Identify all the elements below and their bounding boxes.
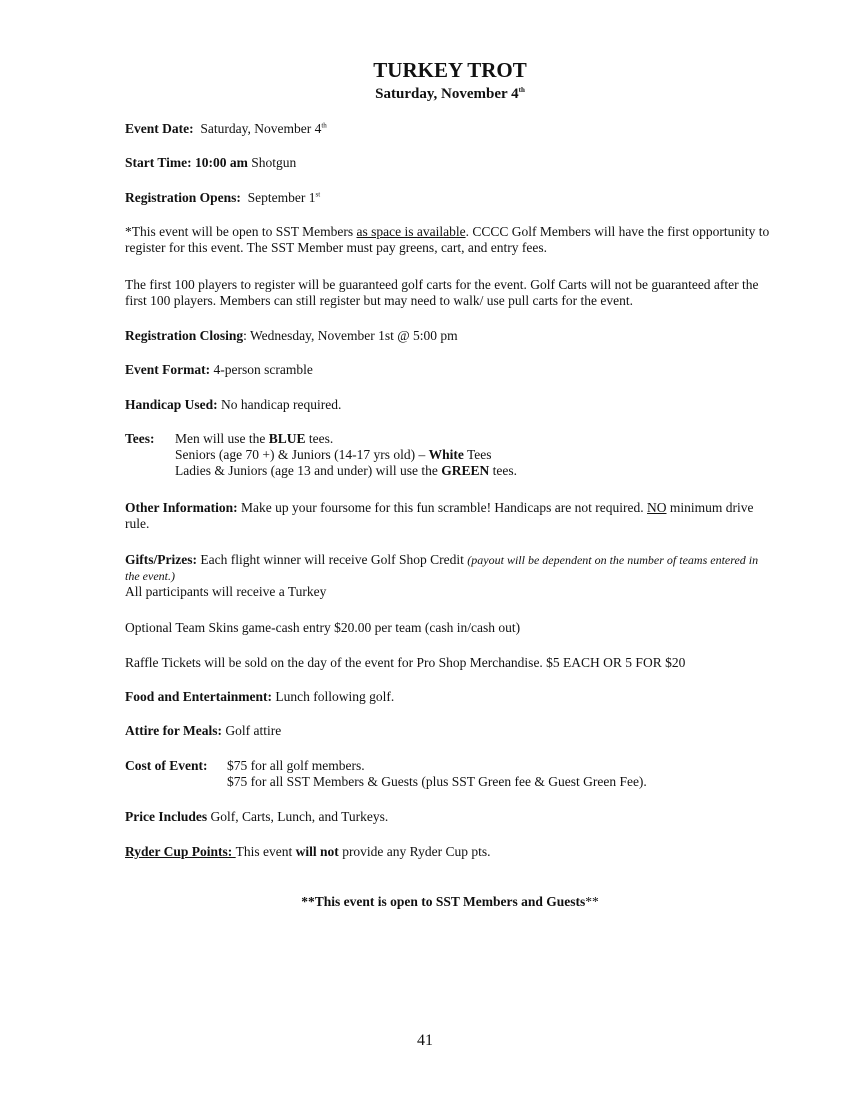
page-subtitle: Saturday, November 4th — [375, 86, 525, 102]
page-title: TURKEY TROT — [373, 58, 527, 82]
tees-line-men: Tees: Men will use the BLUE tees. — [125, 431, 334, 446]
carts-note: The first 100 players to register will be guaranteed golf carts for the event. Golf Carts will not be guaranteed after the first 100 players. Members can still register but may need to walk/ use pull carts for the event. — [125, 277, 759, 308]
start-time: Start Time: 10:00 am Shotgun — [125, 155, 297, 170]
tees — [125, 431, 775, 479]
raffle-tickets: Raffle Tickets will be sold on the day of the event for Pro Shop Merchandise. $5 EACH OR 5 FOR $20 — [125, 655, 686, 670]
other-information: Other Information: Make up your foursome for this fun scramble! Handicaps are not required. NO minimum drive rule. — [125, 500, 754, 531]
attire-for-meals: Attire for Meals: Golf attire — [125, 723, 282, 738]
ryder-cup-points: Ryder Cup Points: This event will not provide any Ryder Cup pts. — [125, 844, 491, 859]
gifts-prizes: Gifts/Prizes: Each flight winner will receive Golf Shop Credit (payout will be dependent on the number of teams entered in the event.) All participants will receive a Turkey — [125, 552, 775, 600]
registration-closing: Registration Closing: Wednesday, November 1st @ 5:00 pm — [125, 328, 458, 343]
cost-of-event: Cost of Event: $75 for all golf members. $75 for all SST Members & Guests (plus SST Green fee & Guest Green Fee). — [125, 758, 775, 790]
page-number: 41 — [417, 1032, 433, 1049]
gifts-turkey-line: All participants will receive a Turkey — [125, 584, 327, 599]
price-includes: Price Includes Golf, Carts, Lunch, and Turkeys. — [125, 809, 389, 824]
cost-guests-line: $75 for all SST Members & Guests (plus SST Green fee & Guest Green Fee). — [227, 774, 647, 789]
handicap-used: Handicap Used: No handicap required. — [125, 397, 342, 412]
skins-game: Optional Team Skins game-cash entry $20.00 per team (cash in/cash out) — [125, 620, 521, 635]
event-date: Event Date: Saturday, November 4th — [125, 121, 327, 136]
footer-note: **This event is open to SST Members and Guests** — [301, 894, 599, 909]
food-entertainment: Food and Entertainment: Lunch following golf. — [125, 689, 395, 704]
space-notice: *This event will be open to SST Members as space is available. CCCC Golf Members will have the first opportunity to register for this event. The SST Member must pay greens, cart, and entry fees. — [125, 224, 770, 255]
tees-line-ladies: Ladies & Juniors (age 13 and under) will use the GREEN tees. — [175, 463, 517, 478]
tees-line-seniors: Seniors (age 70 +) & Juniors (14-17 yrs old) – White Tees — [175, 447, 492, 462]
registration-opens: Registration Opens: September 1st — [125, 190, 321, 205]
event-format: Event Format: 4-person scramble — [125, 362, 313, 377]
